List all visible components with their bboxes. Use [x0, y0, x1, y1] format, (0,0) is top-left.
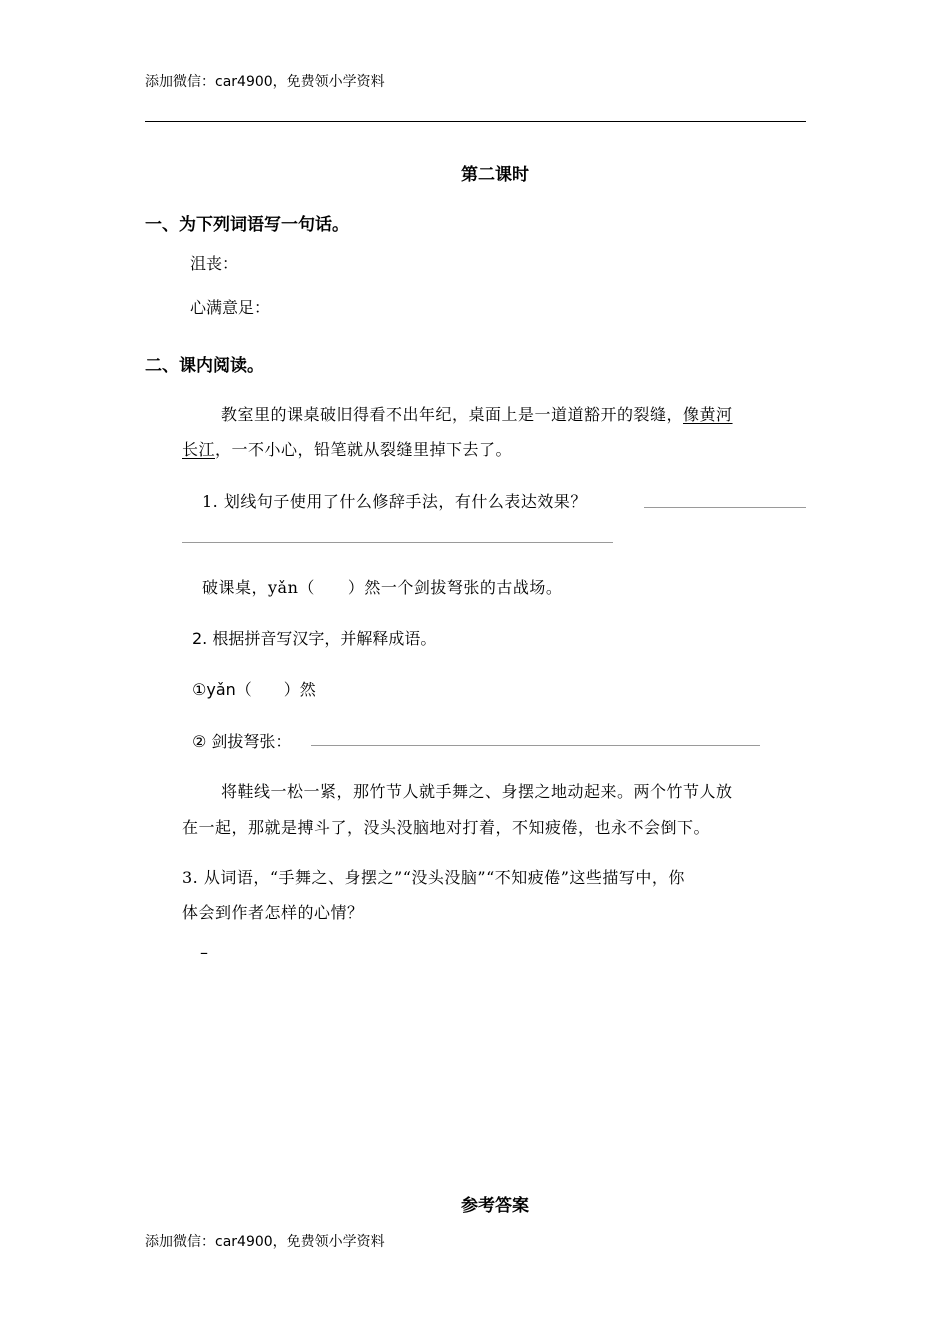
word-item-2: 心满意足：: [190, 298, 271, 317]
question-2a: ①yǎn（ ）然: [192, 680, 316, 699]
lesson-title: 第二课时: [461, 165, 529, 185]
underlined-sentence-part2: 长江: [182, 440, 216, 459]
passage2-line1: 将鞋线一松一紧，那竹节人就手舞之、身摆之地动起来。两个竹节人放: [221, 782, 733, 801]
question-1: 1. 划线句子使用了什么修辞手法，有什么表达效果？: [202, 492, 587, 511]
question-2: 2. 根据拼音写汉字，并解释成语。: [192, 629, 437, 648]
question-2b: ② 剑拔弩张：: [192, 732, 292, 751]
word-item-1: 沮丧：: [190, 254, 239, 273]
section2-title: 二、课内阅读。: [145, 356, 264, 376]
answer-line-q2b: [311, 745, 760, 746]
underlined-sentence-part1: 像黄河: [683, 405, 733, 424]
header-divider: [145, 121, 806, 122]
header-watermark: 添加微信：car4900，免费领小学资料: [145, 74, 385, 90]
question-3-line2: 体会到作者怎样的心情？: [182, 903, 364, 922]
passage1-line1-text: 教室里的课桌破旧得看不出年纪，桌面上是一道道豁开的裂缝，: [221, 405, 684, 424]
passage1-line2-text: ，一不小心，铅笔就从裂缝里掉下去了。: [215, 440, 513, 459]
answers-title: 参考答案: [461, 1196, 529, 1216]
footer-watermark: 添加微信：car4900，免费领小学资料: [145, 1234, 385, 1250]
answer-line-q1b: [182, 542, 613, 543]
section1-title: 一、为下列词语写一句话。: [145, 215, 349, 235]
passage1-line1: [221, 402, 733, 425]
question-3-line1: 3. 从词语，“手舞之、身摆之”“没头没脑”“不知疲倦”这些描写中，你: [182, 868, 685, 887]
answer-line-q1a: [644, 507, 806, 508]
pinyin-sentence: 破课桌，yǎn（ ）然一个剑拔弩张的古战场。: [202, 578, 563, 597]
answer-dash: –: [200, 943, 208, 962]
passage2-line2: 在一起，那就是搏斗了，没头没脑地对打着，不知疲倦，也永不会倒下。: [182, 818, 711, 837]
passage1-line2: [182, 437, 512, 460]
